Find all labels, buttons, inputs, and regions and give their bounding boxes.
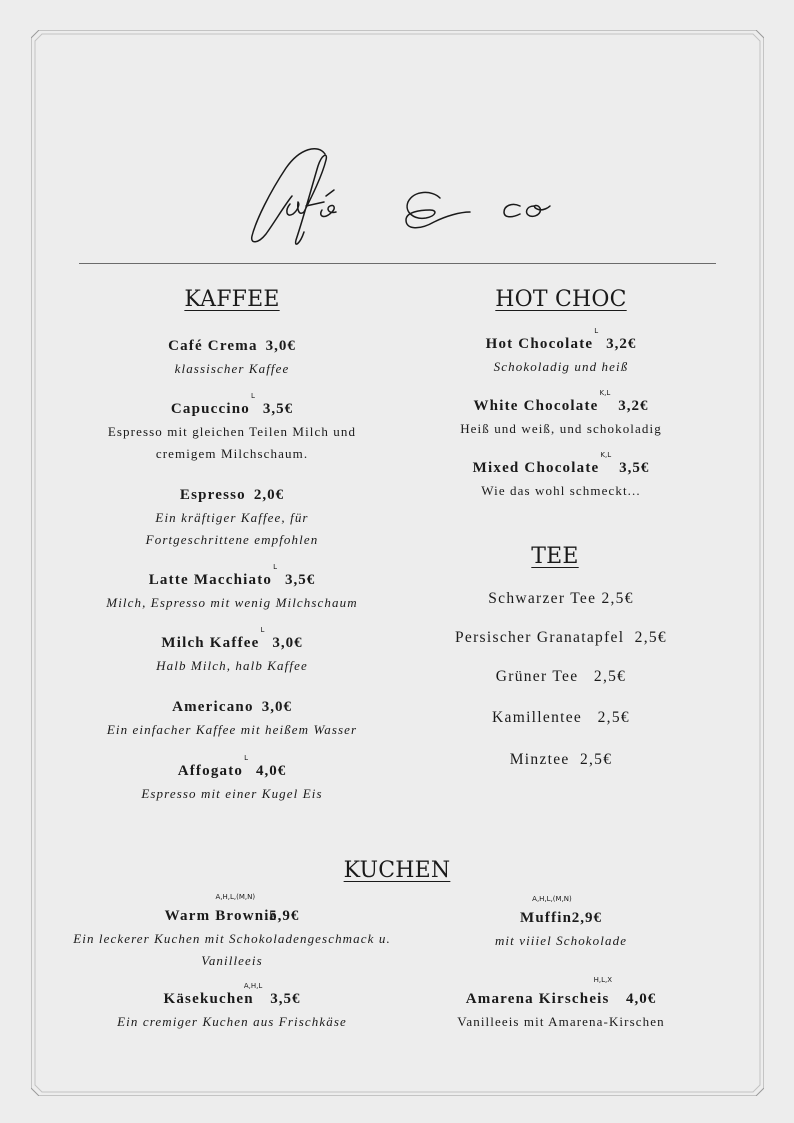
- allergen-note: L: [273, 563, 278, 571]
- item-price: 5,9€: [269, 908, 300, 924]
- menu-item-white-chocolate: [411, 389, 711, 440]
- item-name: Latte Macchiato: [148, 572, 273, 588]
- item-name: Mixed Chocolate: [472, 460, 600, 476]
- item-name: Capuccino: [170, 401, 250, 417]
- menu-item-hot-chocolate: [411, 327, 711, 378]
- item-description: Heiß und weiß, und schokoladig: [460, 421, 662, 436]
- section-title-kaffee: KAFFEE: [184, 287, 280, 312]
- item-description: Ein cremiger Kuchen aus Frischkäse: [117, 1014, 347, 1029]
- item-price: 3,0€: [261, 699, 292, 715]
- header-divider: [79, 263, 716, 264]
- item-description: Milch, Espresso mit wenig Milchschaum: [106, 595, 358, 610]
- menu-item-amarena-kirscheis: [411, 976, 711, 1033]
- section-title-hot-choc: HOT CHOC: [495, 287, 627, 312]
- item-name: Muffin: [519, 910, 573, 926]
- allergen-note: A,H,L,(M,N): [532, 895, 572, 903]
- item-description: Ein leckerer Kuchen mit Schokoladengeschmack u. Vanilleeis: [73, 931, 391, 968]
- item-price: 3,5€: [619, 460, 650, 476]
- menu-item-capuccino: [82, 392, 382, 465]
- menu-item-latte-macchiato: [82, 563, 382, 614]
- allergen-note: K,L: [600, 451, 612, 459]
- menu-item-milch-kaffee: [82, 626, 382, 677]
- cafe-and-co-logo: [0, 140, 794, 250]
- menu-item-warm-brownie: [72, 893, 392, 972]
- item-name: Espresso: [179, 487, 246, 503]
- allergen-note: L: [251, 392, 255, 400]
- allergen-note: L: [244, 754, 249, 762]
- item-name: Käsekuchen: [163, 991, 254, 1007]
- menu-item-cafe-crema: [82, 335, 382, 380]
- menu-item-muffin: [411, 895, 711, 952]
- item-description: klassischer Kaffee: [174, 361, 290, 376]
- item-description: Wie das wohl schmeckt...: [481, 483, 641, 498]
- item-name: Amarena Kirscheis: [465, 991, 610, 1007]
- item-name: Hot Chocolate: [485, 336, 594, 352]
- item-price: 3,0€: [272, 635, 303, 651]
- item-name: Warm Brownie: [164, 908, 278, 924]
- allergen-note: H,L,X: [593, 976, 613, 984]
- item-price: 4,0€: [626, 991, 657, 1007]
- item-name: Affogato: [177, 763, 244, 779]
- item-description: Schokoladig und heiß: [493, 359, 629, 374]
- item-price: 3,5€: [285, 572, 316, 588]
- item-price: 3,2€: [606, 336, 637, 352]
- allergen-note: L: [260, 626, 265, 634]
- item-price: 3,0€: [265, 338, 296, 354]
- tea-item-kamillentee: Kamillentee 2,5€: [492, 709, 630, 726]
- item-description: mit viiiel Schokolade: [494, 933, 628, 948]
- item-name: Milch Kaffee: [161, 635, 260, 651]
- item-description: Ein kräftiger Kaffee, für Fortgeschrittene empfohlen: [145, 510, 319, 547]
- item-price: 2,9€: [571, 910, 603, 926]
- item-price: 3,5€: [262, 401, 294, 417]
- menu-item-affogato: [82, 754, 382, 805]
- item-price: 2,0€: [253, 487, 285, 503]
- allergen-note: K,L: [599, 389, 611, 397]
- tea-item-minztee: Minztee 2,5€: [509, 751, 613, 768]
- item-description: Espresso mit einer Kugel Eis: [141, 786, 323, 801]
- item-description: Vanilleeis mit Amarena-Kirschen: [457, 1014, 665, 1029]
- item-name: Café Crema: [168, 338, 258, 354]
- item-price: 4,0€: [256, 763, 287, 779]
- allergen-note: L: [594, 327, 599, 335]
- item-name: Americano: [172, 699, 254, 715]
- section-title-kuchen: KUCHEN: [343, 858, 451, 883]
- menu-item-espresso: [82, 484, 382, 551]
- tea-item-schwarzer-tee: Schwarzer Tee 2,5€: [488, 590, 634, 607]
- item-description: Espresso mit gleichen Teilen Milch und cremigem Milchschaum.: [107, 424, 357, 461]
- tea-item-persischer-granatapfel: Persischer Granatapfel 2,5€: [454, 629, 667, 646]
- allergen-note: A,H,L: [243, 982, 263, 990]
- item-name: White Chocolate: [473, 398, 599, 414]
- item-price: 3,5€: [270, 991, 301, 1007]
- menu-item-kaesekuchen: [82, 982, 382, 1033]
- section-title-tee: TEE: [531, 544, 579, 569]
- menu-item-americano: [82, 696, 382, 741]
- tea-item-gruener-tee: Grüner Tee 2,5€: [495, 668, 627, 685]
- menu-item-mixed-chocolate: [411, 451, 711, 502]
- item-description: Ein einfacher Kaffee mit heißem Wasser: [106, 722, 358, 737]
- allergen-note: A,H,L,(M,N): [215, 893, 256, 901]
- item-description: Halb Milch, halb Kaffee: [156, 658, 308, 673]
- item-price: 3,2€: [618, 398, 649, 414]
